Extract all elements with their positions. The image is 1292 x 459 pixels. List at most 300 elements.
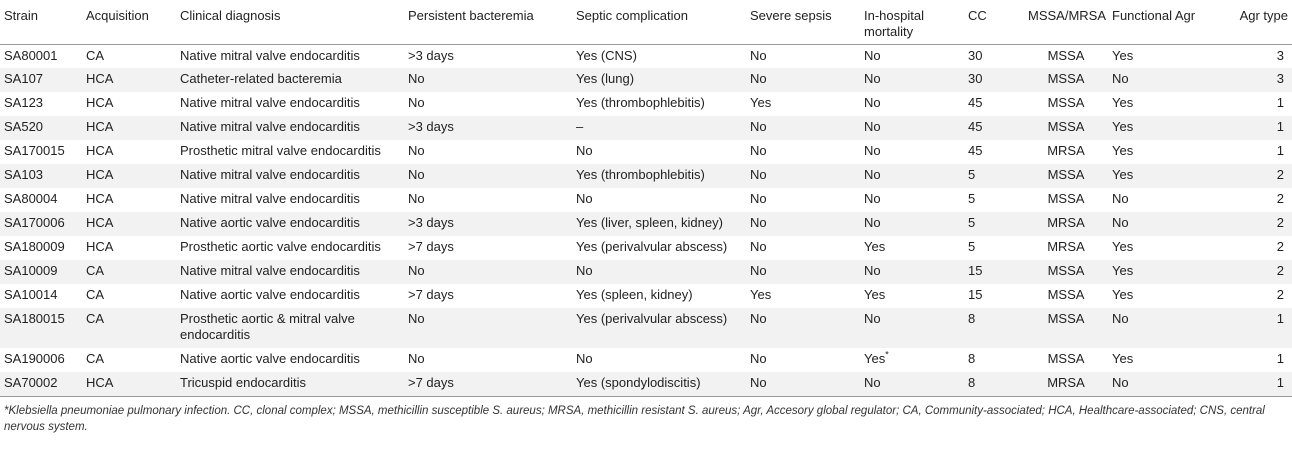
cell-bacteremia <box>404 308 572 348</box>
cell-sepsis <box>746 212 860 236</box>
cell-septic-text: Yes (CNS) <box>576 47 637 63</box>
cell-septic <box>572 140 746 164</box>
cell-strain-text: SA80001 <box>4 47 58 63</box>
cell-strain-text: SA107 <box>4 71 44 86</box>
cell-acquisition <box>82 236 176 260</box>
cell-agrtype-text: 1 <box>1276 375 1284 390</box>
cell-cc-text: 5 <box>968 191 976 206</box>
header-acquisition: Acquisition <box>82 0 176 44</box>
cell-mortality-text: No <box>864 47 881 63</box>
cell-diagnosis-text: Native mitral valve endocarditis <box>180 95 360 110</box>
cell-bacteremia-text: No <box>408 167 425 182</box>
cell-mortality-text: Yes <box>864 239 886 254</box>
cell-strain-text: SA180009 <box>4 239 65 254</box>
cell-diagnosis <box>176 308 404 348</box>
table-row <box>0 188 1292 212</box>
cell-cc-text: 15 <box>968 287 983 302</box>
cell-septic <box>572 284 746 308</box>
cell-sepsis-text: No <box>750 47 767 63</box>
cell-cc <box>964 44 1024 68</box>
cell-sepsis <box>746 284 860 308</box>
cell-functional <box>1108 348 1208 372</box>
cell-bacteremia <box>404 236 572 260</box>
header-sepsis: Severe sepsis <box>746 0 860 44</box>
cell-functional-text: Yes <box>1112 287 1134 302</box>
cell-bacteremia-text: No <box>408 143 425 158</box>
cell-septic-text: No <box>576 263 593 278</box>
cell-sepsis <box>746 140 860 164</box>
cell-cc-text: 5 <box>968 215 976 230</box>
cell-septic-text: Yes (spondylodiscitis) <box>576 375 701 390</box>
cell-functional <box>1108 140 1208 164</box>
cell-acquisition-text: HCA <box>86 191 114 206</box>
cell-cc-text: 45 <box>968 95 983 110</box>
cell-bacteremia-text: No <box>408 71 425 86</box>
cell-sepsis-text: No <box>750 239 767 254</box>
cell-sepsis-text: No <box>750 119 767 134</box>
cell-agrtype <box>1208 140 1292 164</box>
cell-mortality-text: No <box>864 119 881 134</box>
cell-acquisition-text: HCA <box>86 215 114 230</box>
cell-functional <box>1108 44 1208 68</box>
cell-agrtype <box>1208 212 1292 236</box>
cell-strain-text: SA70002 <box>4 375 58 390</box>
cell-diagnosis <box>176 236 404 260</box>
cell-strain-text: SA180015 <box>4 311 65 326</box>
table-row <box>0 308 1292 348</box>
cell-diagnosis-text: Native mitral valve endocarditis <box>180 167 360 182</box>
cell-acquisition-text: HCA <box>86 239 114 254</box>
cell-septic <box>572 68 746 92</box>
cell-sepsis <box>746 348 860 372</box>
cell-strain <box>0 164 82 188</box>
cell-cc <box>964 116 1024 140</box>
cell-acquisition-text: CA <box>86 287 105 302</box>
cell-septic <box>572 188 746 212</box>
cell-agrtype-text: 1 <box>1276 95 1284 110</box>
cell-agrtype-text: 1 <box>1276 119 1284 134</box>
cell-strain <box>0 284 82 308</box>
cell-sepsis-text: No <box>750 191 767 206</box>
cell-strain <box>0 140 82 164</box>
cell-mssa-text: MSSA <box>1047 351 1085 366</box>
cell-diagnosis-text: Native aortic valve endocarditis <box>180 287 360 302</box>
cell-diagnosis-text: Native aortic valve endocarditis <box>180 215 360 230</box>
header-bacteremia: Persistent bacteremia <box>404 0 572 44</box>
cell-cc <box>964 236 1024 260</box>
cell-acquisition-text: CA <box>86 263 105 278</box>
cell-agrtype <box>1208 372 1292 396</box>
cell-cc <box>964 260 1024 284</box>
cell-agrtype <box>1208 188 1292 212</box>
cell-mortality <box>860 188 964 212</box>
cell-acquisition <box>82 92 176 116</box>
cell-mortality <box>860 92 964 116</box>
cell-mssa <box>1024 188 1108 212</box>
cell-mssa-text: MSSA <box>1047 263 1085 278</box>
cell-functional <box>1108 372 1208 396</box>
cell-cc-text: 45 <box>968 119 983 134</box>
cell-agrtype <box>1208 68 1292 92</box>
cell-sepsis-text: No <box>750 71 767 86</box>
cell-diagnosis <box>176 188 404 212</box>
cell-sepsis <box>746 260 860 284</box>
cell-agrtype <box>1208 164 1292 188</box>
header-row <box>0 0 1292 44</box>
cell-strain <box>0 372 82 396</box>
cell-septic-text: Yes (perivalvular abscess) <box>576 239 728 254</box>
cell-strain-text: SA103 <box>4 167 44 182</box>
cell-strain <box>0 236 82 260</box>
cell-cc-text: 30 <box>968 71 983 86</box>
cell-mortality-text: No <box>864 167 881 182</box>
cell-sepsis-text: No <box>750 263 767 278</box>
cell-agrtype <box>1208 116 1292 140</box>
cell-agrtype-text: 2 <box>1276 287 1284 302</box>
cell-septic-text: Yes (spleen, kidney) <box>576 287 693 302</box>
cell-cc <box>964 372 1024 396</box>
cell-strain-text: SA190006 <box>4 351 65 366</box>
cell-functional <box>1108 236 1208 260</box>
cell-mssa-text: MSSA <box>1047 119 1085 134</box>
cell-cc <box>964 308 1024 348</box>
cell-functional <box>1108 212 1208 236</box>
cell-cc <box>964 140 1024 164</box>
cell-bacteremia <box>404 44 572 68</box>
cell-septic <box>572 372 746 396</box>
cell-septic <box>572 44 746 68</box>
cell-cc-text: 5 <box>968 239 976 254</box>
cell-functional <box>1108 68 1208 92</box>
cell-cc <box>964 164 1024 188</box>
cell-acquisition <box>82 284 176 308</box>
cell-agrtype <box>1208 260 1292 284</box>
cell-acquisition <box>82 372 176 396</box>
cell-bacteremia <box>404 164 572 188</box>
cell-mortality-text: Yes <box>864 351 886 366</box>
cell-bacteremia-text: >7 days <box>408 375 454 390</box>
cell-mortality <box>860 140 964 164</box>
cell-mssa-text: MRSA <box>1047 239 1085 254</box>
cell-acquisition-text: CA <box>86 351 105 366</box>
cell-mortality-text: No <box>864 311 881 326</box>
cell-mssa <box>1024 308 1108 348</box>
cell-cc-text: 5 <box>968 167 976 182</box>
table-row <box>0 116 1292 140</box>
cell-functional-text: No <box>1112 71 1129 86</box>
cell-bacteremia-text: No <box>408 95 425 110</box>
cell-acquisition <box>82 44 176 68</box>
cell-mortality <box>860 260 964 284</box>
cell-sepsis <box>746 44 860 68</box>
cell-agrtype-text: 1 <box>1276 143 1284 158</box>
cell-diagnosis <box>176 116 404 140</box>
cell-cc-text: 30 <box>968 47 983 63</box>
cell-bacteremia-text: >3 days <box>408 47 454 63</box>
cell-diagnosis <box>176 164 404 188</box>
cell-sepsis <box>746 236 860 260</box>
cell-mssa-text: MSSA <box>1047 71 1085 86</box>
cell-septic-text: Yes (thrombophlebitis) <box>576 95 705 110</box>
cell-strain <box>0 92 82 116</box>
cell-strain <box>0 68 82 92</box>
cell-diagnosis <box>176 260 404 284</box>
cell-cc-text: 15 <box>968 263 983 278</box>
cell-mssa <box>1024 164 1108 188</box>
cell-functional-text: Yes <box>1112 143 1134 158</box>
cell-agrtype <box>1208 284 1292 308</box>
cell-diagnosis <box>176 372 404 396</box>
cell-sepsis-text: Yes <box>750 95 772 110</box>
cell-diagnosis <box>176 284 404 308</box>
cell-sepsis-text: No <box>750 375 767 390</box>
cell-sepsis <box>746 68 860 92</box>
cell-bacteremia <box>404 68 572 92</box>
cell-sepsis <box>746 372 860 396</box>
cell-functional-text: No <box>1112 215 1129 230</box>
table-row <box>0 164 1292 188</box>
cell-bacteremia <box>404 348 572 372</box>
cell-mssa-text: MSSA <box>1047 95 1085 110</box>
header-diagnosis: Clinical diagnosis <box>176 0 404 44</box>
cell-bacteremia-text: No <box>408 263 425 278</box>
cell-septic-text: No <box>576 351 593 366</box>
cell-mssa <box>1024 260 1108 284</box>
cell-septic-text: No <box>576 143 593 158</box>
cell-acquisition <box>82 188 176 212</box>
cell-septic <box>572 260 746 284</box>
cell-acquisition <box>82 308 176 348</box>
cell-bacteremia-text: No <box>408 311 425 326</box>
cell-cc <box>964 212 1024 236</box>
cell-acquisition <box>82 164 176 188</box>
cell-septic-text: – <box>576 119 584 134</box>
cell-septic <box>572 92 746 116</box>
cell-septic <box>572 212 746 236</box>
table-row <box>0 44 1292 68</box>
cell-acquisition <box>82 348 176 372</box>
table-row <box>0 236 1292 260</box>
cell-mssa <box>1024 236 1108 260</box>
header-agrtype: Agr type <box>1208 0 1292 44</box>
cell-bacteremia <box>404 92 572 116</box>
footnote: *Klebsiella pneumoniae pulmonary infection. CC, clonal complex; MSSA, methicillin susceptible S. aureus; MRSA, methicillin resistant S. aureus; Agr, Accesory global regulator; CA, Community-associated; HCA, Healthcare-associated; CNS, central nervous system. <box>4 404 1265 433</box>
cell-sepsis <box>746 188 860 212</box>
table-row <box>0 284 1292 308</box>
cell-diagnosis-text: Prosthetic mitral valve endocarditis <box>180 143 381 158</box>
cell-agrtype-text: 3 <box>1276 71 1284 86</box>
cell-functional-text: No <box>1112 311 1129 326</box>
cell-diagnosis-text: Prosthetic aortic & mitral valve endocarditis <box>180 311 355 342</box>
cell-mortality <box>860 212 964 236</box>
cell-mortality <box>860 372 964 396</box>
cell-mssa-text: MRSA <box>1047 143 1085 158</box>
cell-sepsis-text: No <box>750 351 767 366</box>
cell-agrtype-text: 1 <box>1276 351 1284 366</box>
cell-diagnosis <box>176 212 404 236</box>
cell-mssa-text: MRSA <box>1047 215 1085 230</box>
footnote-marker: * <box>885 349 889 360</box>
cell-agrtype-text: 2 <box>1276 191 1284 206</box>
table-body <box>0 44 1292 396</box>
cell-agrtype-text: 2 <box>1276 167 1284 182</box>
cell-bacteremia-text: >7 days <box>408 287 454 302</box>
cell-mortality-text: No <box>864 71 881 86</box>
cell-mssa <box>1024 348 1108 372</box>
cell-functional-text: Yes <box>1112 351 1134 366</box>
cell-bacteremia <box>404 188 572 212</box>
cell-diagnosis <box>176 44 404 68</box>
cell-cc <box>964 348 1024 372</box>
cell-strain <box>0 308 82 348</box>
cell-functional-text: Yes <box>1112 239 1134 254</box>
cell-functional-text: Yes <box>1112 119 1134 134</box>
cell-strain <box>0 188 82 212</box>
cell-bacteremia-text: >7 days <box>408 239 454 254</box>
cell-diagnosis <box>176 348 404 372</box>
cell-bacteremia <box>404 212 572 236</box>
cell-septic <box>572 116 746 140</box>
header-mssa: MSSA/MRSA <box>1024 0 1108 44</box>
cell-acquisition <box>82 140 176 164</box>
cell-bacteremia-text: No <box>408 191 425 206</box>
cell-mortality-text: No <box>864 375 881 390</box>
cell-mssa-text: MRSA <box>1047 375 1085 390</box>
cell-diagnosis-text: Native mitral valve endocarditis <box>180 47 360 63</box>
table-row <box>0 68 1292 92</box>
cell-cc-text: 8 <box>968 351 976 366</box>
cell-diagnosis-text: Native aortic valve endocarditis <box>180 351 360 366</box>
cell-strain-text: SA123 <box>4 95 44 110</box>
cell-functional-text: Yes <box>1112 47 1134 63</box>
cell-functional <box>1108 92 1208 116</box>
cell-sepsis-text: No <box>750 167 767 182</box>
cell-mortality-text: Yes <box>864 287 886 302</box>
cell-acquisition-text: HCA <box>86 375 114 390</box>
cell-acquisition-text: HCA <box>86 119 114 134</box>
cell-strain <box>0 44 82 68</box>
cell-mssa-text: MSSA <box>1047 311 1085 326</box>
cell-mssa <box>1024 44 1108 68</box>
cell-mortality-text: No <box>864 143 881 158</box>
cell-diagnosis-text: Prosthetic aortic valve endocarditis <box>180 239 381 254</box>
cell-strain <box>0 212 82 236</box>
header-cc: CC <box>964 0 1024 44</box>
cell-septic <box>572 236 746 260</box>
cell-mssa-text: MSSA <box>1047 191 1085 206</box>
cell-functional <box>1108 116 1208 140</box>
cell-agrtype-text: 2 <box>1276 215 1284 230</box>
cell-mssa <box>1024 284 1108 308</box>
cell-functional-text: Yes <box>1112 263 1134 278</box>
cell-septic <box>572 348 746 372</box>
cell-strain <box>0 260 82 284</box>
table-row <box>0 348 1292 372</box>
cell-diagnosis <box>176 92 404 116</box>
cell-acquisition <box>82 212 176 236</box>
cell-septic-text: Yes (liver, spleen, kidney) <box>576 215 723 230</box>
cell-functional <box>1108 164 1208 188</box>
cell-bacteremia <box>404 260 572 284</box>
cell-mortality <box>860 284 964 308</box>
header-mortality: In-hospital mortality <box>860 0 964 44</box>
cell-diagnosis-text: Catheter-related bacteremia <box>180 71 342 86</box>
cell-diagnosis <box>176 140 404 164</box>
cell-acquisition-text: HCA <box>86 71 114 86</box>
cell-agrtype <box>1208 348 1292 372</box>
cell-mortality-text: No <box>864 191 881 206</box>
table-row <box>0 92 1292 116</box>
cell-sepsis-text: No <box>750 215 767 230</box>
cell-cc-text: 45 <box>968 143 983 158</box>
table-row <box>0 260 1292 284</box>
cell-bacteremia <box>404 116 572 140</box>
cell-septic <box>572 308 746 348</box>
cell-strain-text: SA80004 <box>4 191 58 206</box>
cell-acquisition-text: CA <box>86 311 105 326</box>
cell-mortality <box>860 236 964 260</box>
cell-agrtype <box>1208 236 1292 260</box>
cell-functional-text: Yes <box>1112 95 1134 110</box>
cell-mssa <box>1024 116 1108 140</box>
cell-mssa <box>1024 372 1108 396</box>
cell-mortality <box>860 116 964 140</box>
cell-sepsis-text: No <box>750 311 767 326</box>
cell-septic-text: No <box>576 191 593 206</box>
cell-sepsis <box>746 164 860 188</box>
cell-diagnosis-text: Native mitral valve endocarditis <box>180 263 360 278</box>
cell-mssa <box>1024 92 1108 116</box>
cell-functional <box>1108 260 1208 284</box>
cell-agrtype-text: 2 <box>1276 263 1284 278</box>
cell-mortality <box>860 164 964 188</box>
cell-agrtype-text: 1 <box>1276 311 1284 326</box>
cell-acquisition-text: CA <box>86 47 105 63</box>
cell-functional <box>1108 188 1208 212</box>
cell-mssa <box>1024 212 1108 236</box>
cell-cc <box>964 68 1024 92</box>
cell-acquisition-text: HCA <box>86 143 114 158</box>
cell-agrtype <box>1208 92 1292 116</box>
cell-mortality <box>860 308 964 348</box>
cell-mortality <box>860 348 964 372</box>
cell-mssa-text: MSSA <box>1047 167 1085 182</box>
cell-mssa-text: MSSA <box>1047 47 1085 63</box>
cell-sepsis <box>746 308 860 348</box>
cell-strain-text: SA170006 <box>4 215 65 230</box>
cell-septic-text: Yes (lung) <box>576 71 635 86</box>
cell-acquisition <box>82 68 176 92</box>
table-row <box>0 372 1292 396</box>
cell-bacteremia <box>404 140 572 164</box>
cell-bacteremia <box>404 372 572 396</box>
cell-functional <box>1108 308 1208 348</box>
cell-sepsis <box>746 116 860 140</box>
cell-diagnosis-text: Tricuspid endocarditis <box>180 375 306 390</box>
cell-functional-text: No <box>1112 375 1129 390</box>
cell-sepsis-text: No <box>750 143 767 158</box>
cell-sepsis-text: Yes <box>750 287 772 302</box>
cell-septic-text: Yes (thrombophlebitis) <box>576 167 705 182</box>
cell-strain-text: SA520 <box>4 119 44 134</box>
cell-diagnosis-text: Native mitral valve endocarditis <box>180 119 360 134</box>
cell-acquisition-text: HCA <box>86 167 114 182</box>
cell-mortality-text: No <box>864 95 881 110</box>
table-row <box>0 140 1292 164</box>
cell-functional <box>1108 284 1208 308</box>
cell-mortality-text: No <box>864 215 881 230</box>
cell-mssa-text: MSSA <box>1047 287 1085 302</box>
